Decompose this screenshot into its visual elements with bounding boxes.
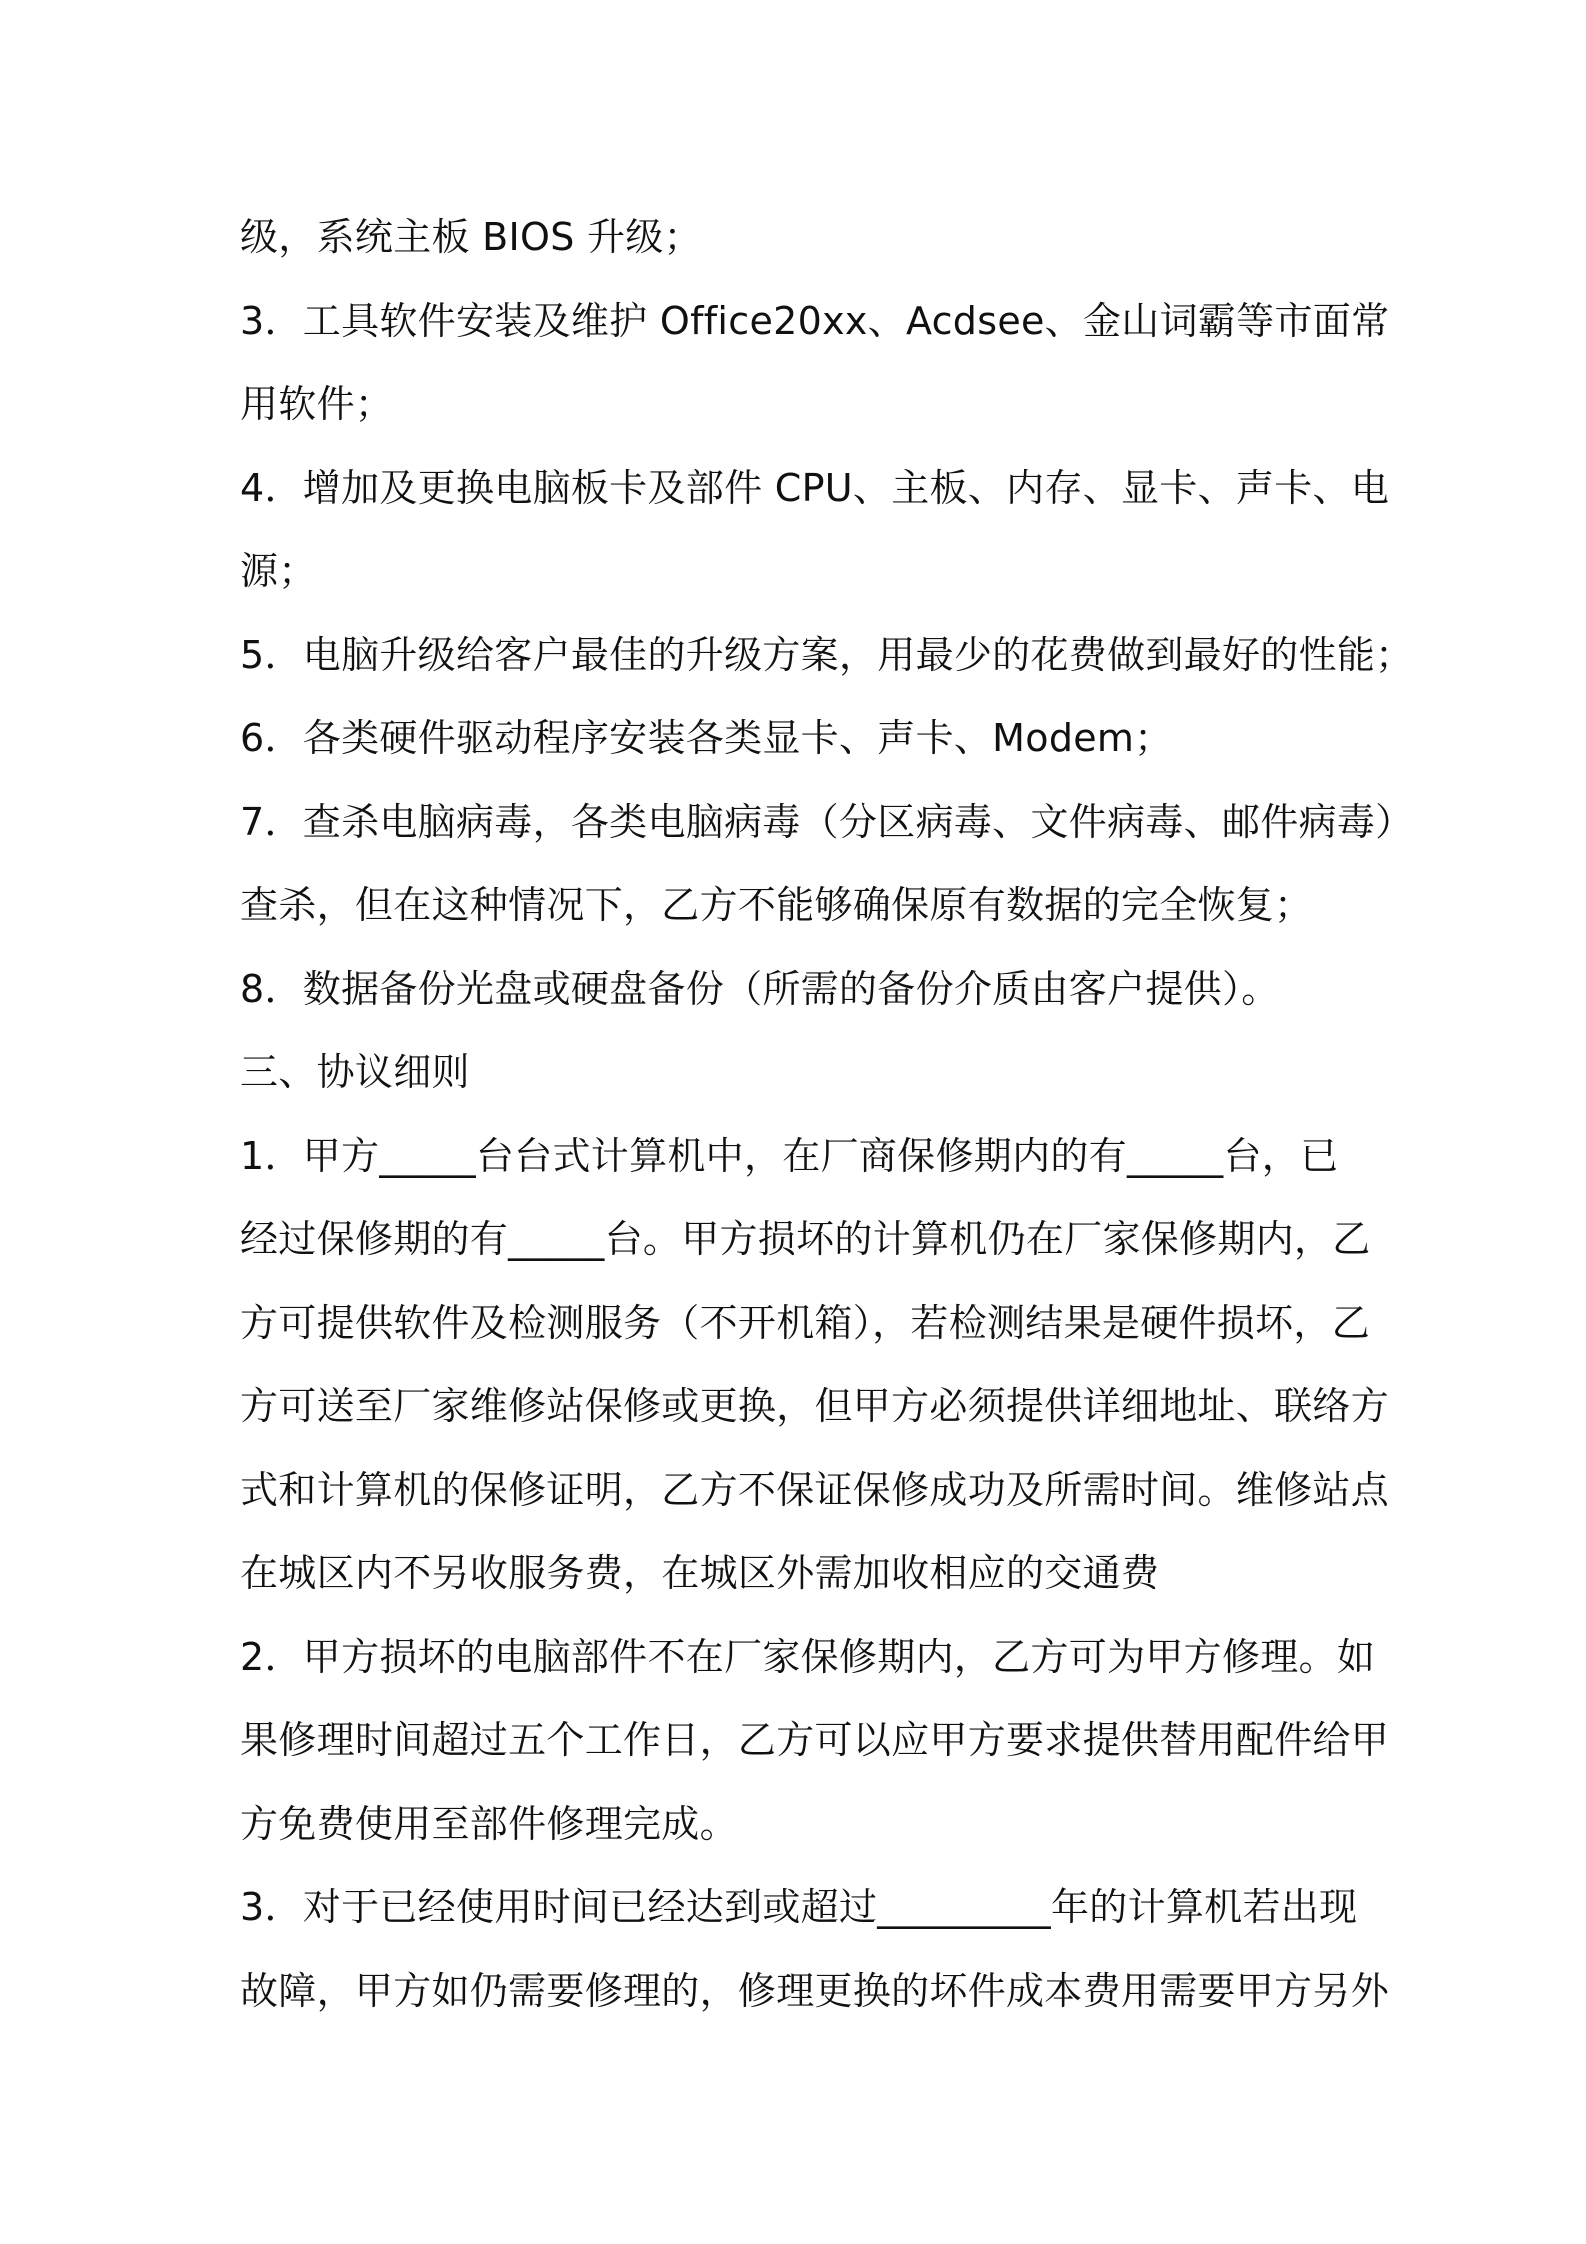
text-line: 经过保修期的有_____台。甲方损坏的计算机仍在厂家保修期内，乙 (240, 1217, 1371, 1261)
text-line: 2．甲方损坏的电脑部件不在厂家保修期内，乙方可为甲方修理。如 (240, 1634, 1376, 1679)
text-line: 方可送至厂家维修站保修或更换，但甲方必须提供详细地址、联络方 (240, 1384, 1390, 1428)
text-line: 1．甲方_____台台式计算机中，在厂商保修期内的有_____台，已 (240, 1133, 1339, 1178)
text-line: 源； (240, 549, 317, 593)
section-heading: 三、协议细则 (240, 1050, 470, 1094)
text-line: 3．对于已经使用时间已经达到或超过_________年的计算机若出现 (240, 1885, 1358, 1929)
text-line: 3．工具软件安装及维护 Office20xx、Acdsee、金山词霸等市面常 (240, 298, 1390, 343)
text-line: 5．电脑升级给客户最佳的升级方案，用最少的花费做到最好的性能； (240, 632, 1414, 677)
text-line: 在城区内不另收服务费，在城区外需加收相应的交通费 (240, 1551, 1160, 1595)
text-line: 方免费使用至部件修理完成。 (240, 1801, 738, 1846)
text-line: 查杀，但在这种情况下，乙方不能够确保原有数据的完全恢复； (240, 883, 1313, 927)
text-line: 6．各类硬件驱动程序安装各类显卡、声卡、Modem； (240, 716, 1173, 760)
text-line: 式和计算机的保修证明，乙方不保证保修成功及所需时间。维修站点 (240, 1467, 1390, 1512)
text-line: 4．增加及更换电脑板卡及部件 CPU、主板、内存、显卡、声卡、电 (240, 465, 1390, 510)
text-line: 用软件； (240, 382, 394, 426)
text-line: 8．数据备份光盘或硬盘备份（所需的备份介质由客户提供）。 (240, 966, 1280, 1011)
text-line: 7．查杀电脑病毒，各类电脑病毒（分区病毒、文件病毒、邮件病毒） (240, 799, 1414, 844)
text-line: 方可提供软件及检测服务（不开机箱），若检测结果是硬件损坏，乙 (240, 1300, 1371, 1345)
document-body (240, 196, 1414, 2033)
text-line: 果修理时间超过五个工作日，乙方可以应甲方要求提供替用配件给甲 (240, 1718, 1390, 1762)
text-line: 级，系统主板 BIOS 升级； (240, 215, 702, 259)
text-line: 故障，甲方如仍需要修理的，修理更换的坏件成本费用需要甲方另外 (240, 1968, 1390, 2013)
